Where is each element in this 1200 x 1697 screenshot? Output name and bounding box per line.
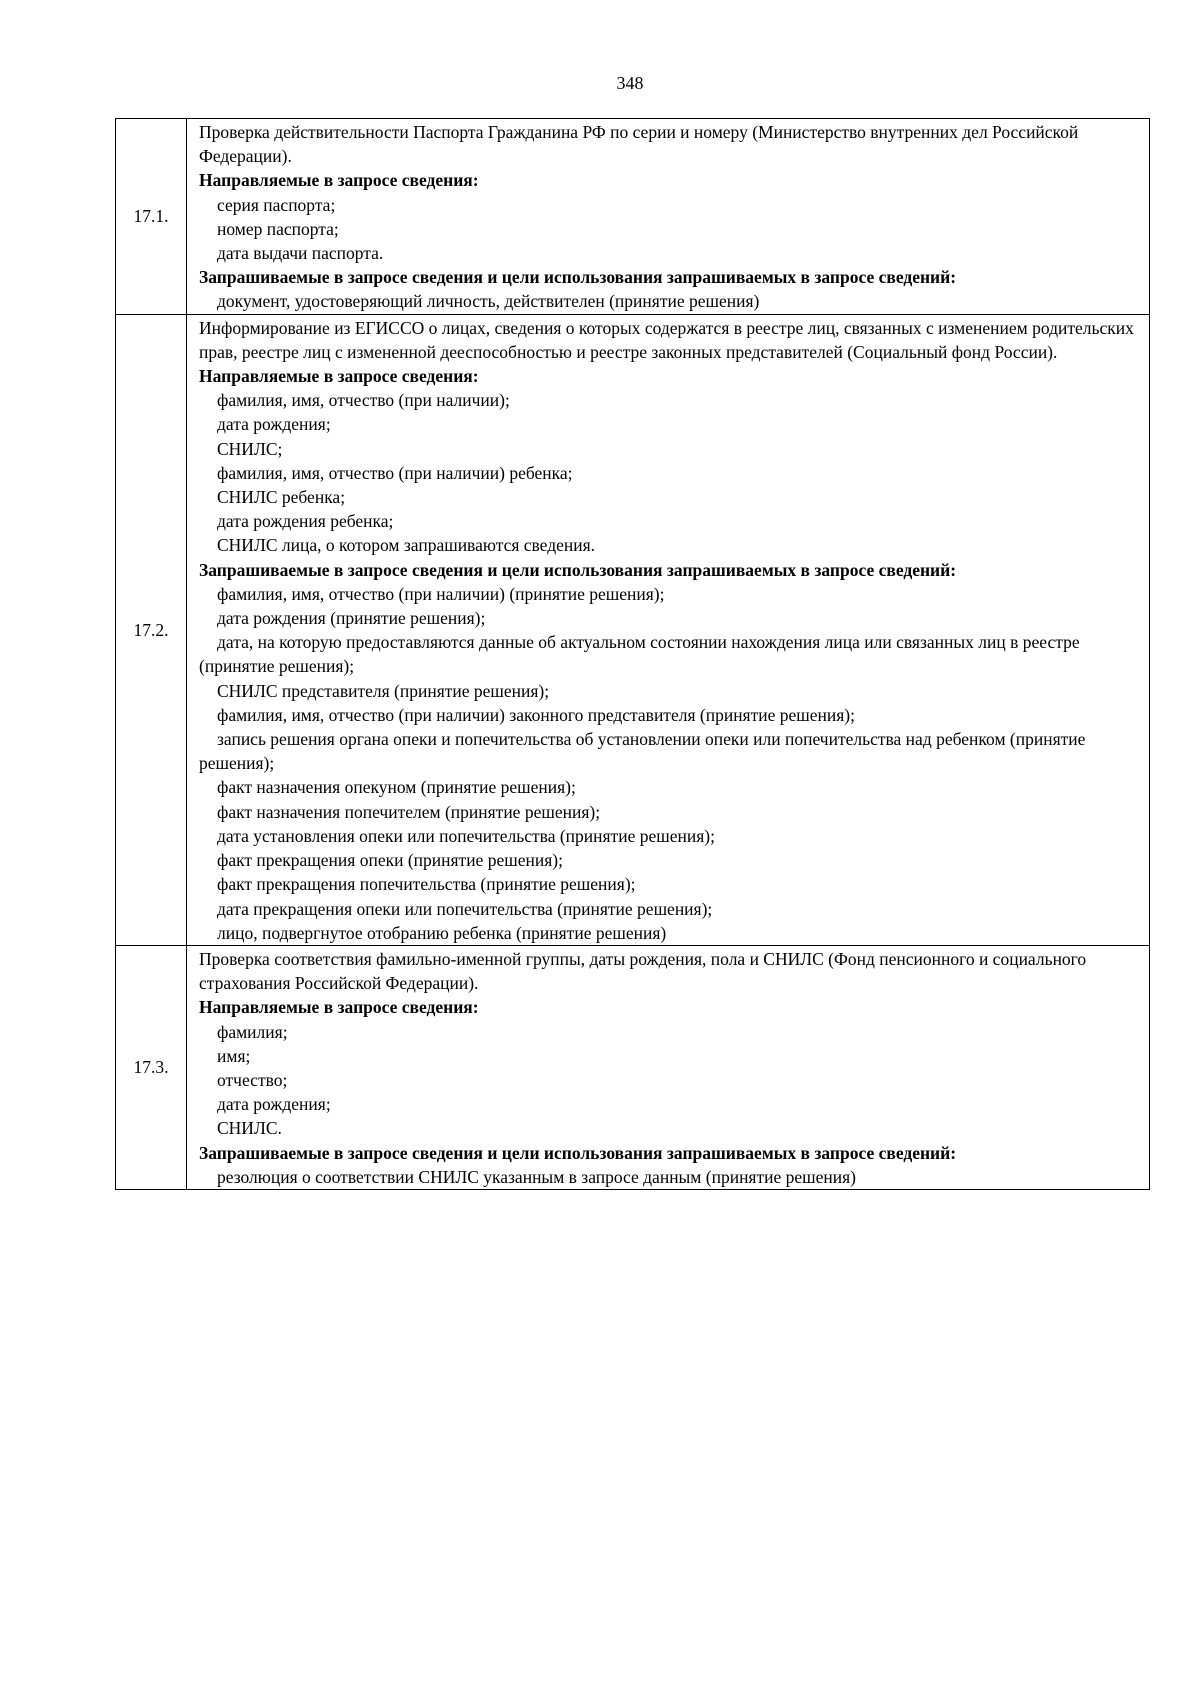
list-item: фамилия, имя, отчество (при наличии) (принятие решения); [217,583,665,604]
list-item: дата рождения ребенка; [217,511,394,532]
list-item: СНИЛС. [217,1118,282,1139]
list-item: дата прекращения опеки или попечительства (принятие решения); [217,898,713,919]
list-item: отчество; [217,1069,288,1090]
requests-table [115,118,1150,1190]
table-row [116,119,1150,315]
list-item: СНИЛС; [217,438,283,459]
row-content [187,945,1150,1189]
list-item: факт назначения опекуном (принятие решения); [217,777,576,798]
list-item: фамилия; [217,1021,288,1042]
list-item: дата рождения; [217,414,331,435]
list-item: серия паспорта; [217,194,336,215]
list-item: резолюция о соответствии СНИЛС указанным в запросе данным (принятие решения) [217,1166,857,1187]
list-item: фамилия, имя, отчество (при наличии) законного представителя (принятие решения); [217,704,855,725]
list-item: дата рождения; [217,1094,331,1115]
row-content [187,314,1150,945]
sent-heading: Направляемые в запросе сведения: [199,170,479,191]
requested-heading: Запрашиваемые в запросе сведения и цели использования запрашиваемых в запросе сведений: [199,1142,957,1163]
row-intro: Проверка соответствия фамильно-именной группы, даты рождения, пола и СНИЛС (Фонд пенсионного и социального страхования Российской Федерации). [199,948,1087,994]
sent-heading: Направляемые в запросе сведения: [199,366,479,387]
list-item: фамилия, имя, отчество (при наличии); [217,390,510,411]
row-intro: Проверка действительности Паспорта Гражданина РФ по серии и номеру (Министерство внутренних дел Российской Федерации). [199,122,1079,167]
list-item: факт назначения попечителем (принятие решения); [217,801,601,822]
row-intro: Информирование из ЕГИССО о лицах, сведения о которых содержатся в реестре лиц, связанных с изменением родительских прав, реестре лиц с измененной дееспособностью и реестре законных представителей (Социальный фонд России). [199,317,1134,362]
list-item: документ, удостоверяющий личность, действителен (принятие решения) [217,291,760,312]
list-item: дата выдачи паспорта. [217,243,384,264]
requested-heading: Запрашиваемые в запросе сведения и цели использования запрашиваемых в запросе сведений: [199,559,957,580]
list-item: СНИЛС ребенка; [217,487,346,508]
page-number: 348 [616,73,644,93]
table-row [116,314,1150,945]
list-item: факт прекращения опеки (принятие решения); [217,850,563,871]
row-number: 17.3. [116,945,187,1189]
list-item: факт прекращения попечительства (принятие решения); [217,874,636,895]
list-item: фамилия, имя, отчество (при наличии) ребенка; [217,462,573,483]
list-item: СНИЛС представителя (принятие решения); [217,680,550,701]
list-item: имя; [217,1045,251,1066]
list-item: дата установления опеки или попечительства (принятие решения); [217,825,715,846]
row-number: 17.1. [116,119,187,315]
list-item: СНИЛС лица, о котором запрашиваются сведения. [217,535,596,556]
requested-heading: Запрашиваемые в запросе сведения и цели использования запрашиваемых в запросе сведений: [199,267,957,288]
sent-heading: Направляемые в запросе сведения: [199,997,479,1018]
list-item: номер паспорта; [217,218,339,239]
list-item: лицо, подвергнутое отобранию ребенка (принятие решения) [217,922,667,943]
list-item: запись решения органа опеки и попечительства об установлении опеки или попечительства над ребенком (принятие решения); [199,729,1086,774]
list-item: дата рождения (принятие решения); [217,608,486,629]
list-item: дата, на которую предоставляются данные об актуальном состоянии нахождения лица или связанных лиц в реестре (принятие решения); [199,632,1080,677]
row-number: 17.2. [116,314,187,945]
row-content [187,119,1150,315]
table-row [116,945,1150,1189]
